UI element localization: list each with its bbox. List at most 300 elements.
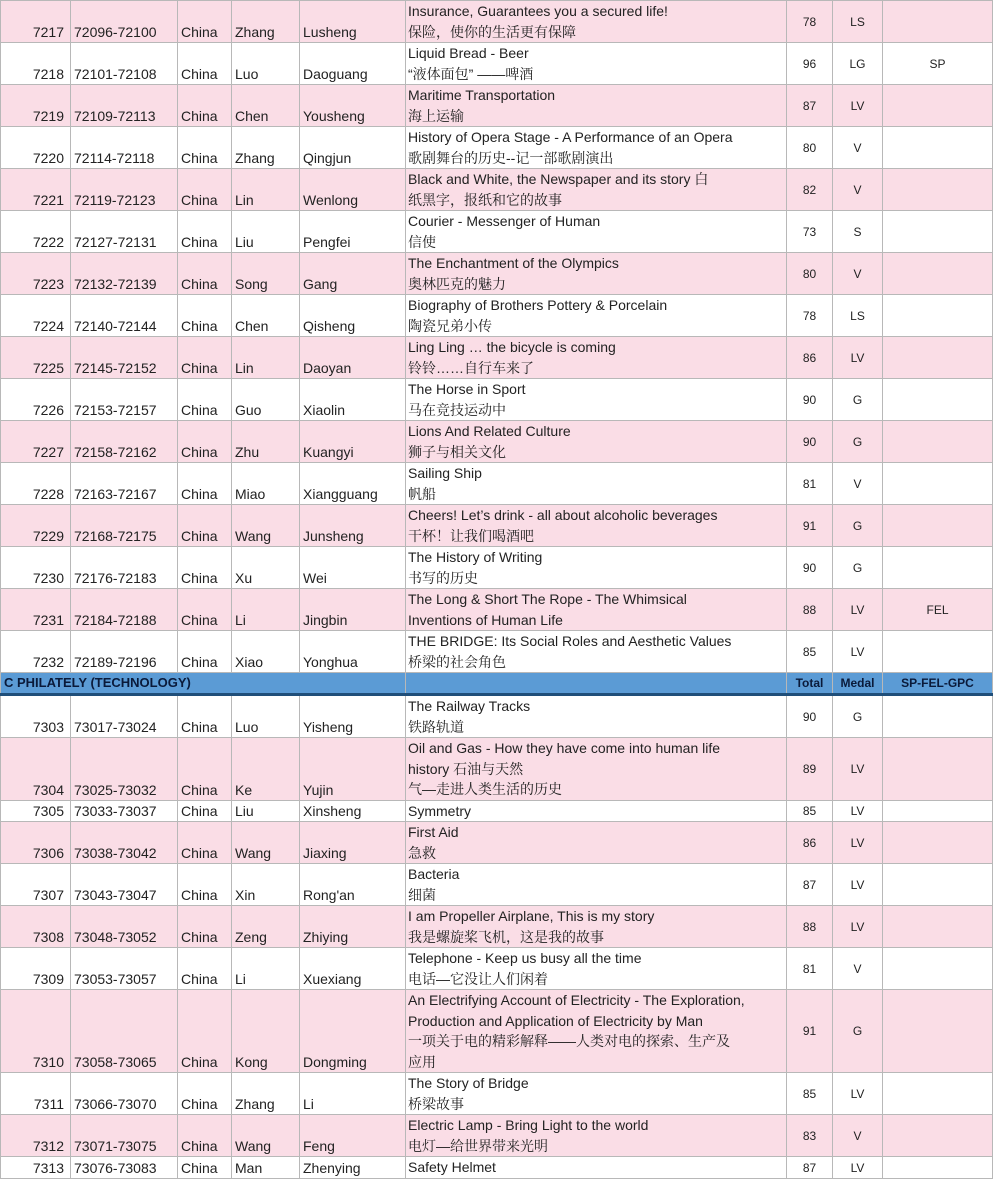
table-row [1, 169, 993, 211]
frame-range: 72101-72108 [71, 43, 178, 85]
section-title-spacer [406, 673, 787, 695]
medal-award: V [833, 463, 883, 505]
exhibitor-country: China [178, 43, 232, 85]
exhibit-title [406, 800, 787, 822]
exhibitor-surname: Wang [232, 505, 300, 547]
exhibit-number: 7223 [1, 253, 71, 295]
special-award [883, 295, 993, 337]
exhibit-title [406, 1, 787, 43]
exhibit-title-line: The Enchantment of the Olympics [408, 255, 619, 271]
medal-award: G [833, 547, 883, 589]
exhibit-number: 7231 [1, 589, 71, 631]
table-row [1, 1073, 993, 1115]
exhibit-title [406, 169, 787, 211]
special-award [883, 379, 993, 421]
exhibitor-country: China [178, 169, 232, 211]
exhibit-title [406, 1157, 787, 1179]
exhibitor-country: China [178, 1157, 232, 1179]
exhibit-title-line: 书写的历史 [408, 569, 478, 586]
score-total: 86 [787, 337, 833, 379]
special-award [883, 421, 993, 463]
exhibit-title-line: Biography of Brothers Pottery & Porcelain [408, 297, 668, 313]
exhibit-title-line: 干杯！让我们喝酒吧 [408, 527, 534, 544]
special-award [883, 864, 993, 906]
exhibitor-country: China [178, 211, 232, 253]
exhibit-number: 7309 [1, 948, 71, 990]
exhibit-title-line: Sailing Ship [408, 465, 482, 481]
table-row [1, 1157, 993, 1179]
special-award [883, 800, 993, 822]
exhibitor-given-name: Lusheng [300, 1, 406, 43]
table-row [1, 253, 993, 295]
exhibit-title-line: 海上运输 [408, 107, 464, 124]
frame-range: 72145-72152 [71, 337, 178, 379]
exhibitor-given-name: Wei [300, 547, 406, 589]
exhibit-title [406, 990, 787, 1073]
frame-range: 73053-73057 [71, 948, 178, 990]
exhibit-title [406, 85, 787, 127]
score-total: 96 [787, 43, 833, 85]
medal-award: V [833, 948, 883, 990]
table-row [1, 631, 993, 673]
exhibit-title-line: 细菌 [408, 886, 436, 903]
exhibit-title-line: Electric Lamp - Bring Light to the world [408, 1117, 649, 1133]
exhibit-title-line: Maritime Transportation [408, 87, 556, 103]
exhibit-title [406, 127, 787, 169]
exhibit-title-line: 陶瓷兄弟小传 [408, 317, 492, 334]
exhibitor-given-name: Rong'an [300, 864, 406, 906]
table-row [1, 1, 993, 43]
exhibit-title [406, 43, 787, 85]
score-total: 90 [787, 547, 833, 589]
score-total: 90 [787, 695, 833, 738]
exhibit-number: 7225 [1, 337, 71, 379]
exhibit-title-line: History of Opera Stage - A Performance of an Opera [408, 129, 733, 145]
special-award [883, 822, 993, 864]
frame-range: 72153-72157 [71, 379, 178, 421]
frame-range: 72158-72162 [71, 421, 178, 463]
special-award [883, 1157, 993, 1179]
medal-award: LV [833, 906, 883, 948]
exhibit-title-line: The Story of Bridge [408, 1075, 529, 1091]
special-award [883, 1115, 993, 1157]
special-award [883, 1, 993, 43]
score-total: 89 [787, 738, 833, 801]
exhibit-title [406, 337, 787, 379]
special-award [883, 85, 993, 127]
score-total: 86 [787, 822, 833, 864]
exhibit-number: 7230 [1, 547, 71, 589]
table-row [1, 211, 993, 253]
special-award [883, 169, 993, 211]
score-total: 80 [787, 127, 833, 169]
table-row [1, 864, 993, 906]
medal-award: G [833, 505, 883, 547]
table-row [1, 738, 993, 801]
exhibit-title-line: THE BRIDGE: Its Social Roles and Aesthetic Values [408, 633, 732, 649]
exhibitor-given-name: Zhiying [300, 906, 406, 948]
exhibit-title [406, 211, 787, 253]
score-total: 82 [787, 169, 833, 211]
medal-award: S [833, 211, 883, 253]
frame-range: 73017-73024 [71, 695, 178, 738]
exhibit-title [406, 1073, 787, 1115]
table-row [1, 990, 993, 1073]
exhibit-number: 7220 [1, 127, 71, 169]
frame-range: 73043-73047 [71, 864, 178, 906]
frame-range: 72109-72113 [71, 85, 178, 127]
exhibit-title-line: 我是螺旋桨飞机，这是我的故事 [408, 928, 604, 945]
exhibit-title-line: Symmetry [408, 802, 471, 819]
exhibit-title [406, 589, 787, 631]
exhibitor-country: China [178, 1115, 232, 1157]
exhibit-title-line: history 石油与天然 [408, 760, 524, 777]
exhibit-number: 7313 [1, 1157, 71, 1179]
exhibitor-given-name: Qisheng [300, 295, 406, 337]
exhibitor-country: China [178, 295, 232, 337]
special-award [883, 906, 993, 948]
exhibit-title-line: Courier - Messenger of Human [408, 213, 601, 229]
exhibit-number: 7219 [1, 85, 71, 127]
exhibit-title-line: “液体面包” ——啤酒 [408, 65, 534, 82]
exhibit-title [406, 864, 787, 906]
exhibitor-given-name: Jiaxing [300, 822, 406, 864]
table-row [1, 337, 993, 379]
table-row [1, 379, 993, 421]
exhibitor-given-name: Xuexiang [300, 948, 406, 990]
exhibitor-given-name: Feng [300, 1115, 406, 1157]
exhibitor-country: China [178, 463, 232, 505]
medal-award: LV [833, 738, 883, 801]
exhibit-title [406, 379, 787, 421]
medal-award: LS [833, 295, 883, 337]
exhibitor-given-name: Yousheng [300, 85, 406, 127]
medal-award: G [833, 695, 883, 738]
exhibit-title-line: Black and White, the Newspaper and its story 白 [408, 171, 709, 187]
frame-range: 72168-72175 [71, 505, 178, 547]
score-total: 88 [787, 589, 833, 631]
exhibit-title-line: 一项关于电的精彩解释——人类对电的探索、生产及 [408, 1033, 730, 1049]
special-award [883, 695, 993, 738]
exhibitor-given-name: Jingbin [300, 589, 406, 631]
exhibitor-given-name: Dongming [300, 990, 406, 1073]
medal-award: V [833, 127, 883, 169]
exhibitor-country: China [178, 695, 232, 738]
exhibitor-surname: Liu [232, 800, 300, 822]
exhibit-title [406, 253, 787, 295]
header-total: Total [787, 673, 833, 695]
exhibitor-given-name: Daoyan [300, 337, 406, 379]
exhibitor-country: China [178, 253, 232, 295]
exhibit-title-line: Liquid Bread - Beer [408, 45, 529, 61]
exhibitor-surname: Luo [232, 43, 300, 85]
exhibit-number: 7217 [1, 1, 71, 43]
table-row [1, 127, 993, 169]
exhibitor-surname: Miao [232, 463, 300, 505]
table-row [1, 85, 993, 127]
special-award [883, 1073, 993, 1115]
exhibit-title-line: 气—走进人类生活的历史 [408, 781, 562, 797]
exhibit-title-line: 电灯—给世界带来光明 [408, 1137, 548, 1154]
exhibit-title [406, 1115, 787, 1157]
table-row [1, 1115, 993, 1157]
section-title: C PHILATELY (TECHNOLOGY) [1, 673, 406, 695]
medal-award: LV [833, 800, 883, 822]
results-rows-part-2 [1, 695, 993, 1179]
medal-award: LV [833, 337, 883, 379]
score-total: 87 [787, 864, 833, 906]
score-total: 73 [787, 211, 833, 253]
exhibit-title [406, 948, 787, 990]
exhibitor-surname: Xin [232, 864, 300, 906]
exhibitor-surname: Wang [232, 822, 300, 864]
medal-award: LG [833, 43, 883, 85]
exhibitor-surname: Zhu [232, 421, 300, 463]
medal-award: LV [833, 1157, 883, 1179]
exhibit-number: 7308 [1, 906, 71, 948]
frame-range: 73048-73052 [71, 906, 178, 948]
exhibit-title [406, 822, 787, 864]
exhibit-number: 7228 [1, 463, 71, 505]
exhibit-title [406, 505, 787, 547]
exhibitor-surname: Ke [232, 738, 300, 801]
medal-award: G [833, 379, 883, 421]
table-row [1, 505, 993, 547]
exhibitor-surname: Li [232, 589, 300, 631]
exhibitor-given-name: Zhenying [300, 1157, 406, 1179]
header-award: SP-FEL-GPC [883, 673, 993, 695]
exhibitor-given-name: Qingjun [300, 127, 406, 169]
table-row [1, 822, 993, 864]
table-row [1, 421, 993, 463]
frame-range: 72127-72131 [71, 211, 178, 253]
score-total: 85 [787, 800, 833, 822]
frame-range: 73071-73075 [71, 1115, 178, 1157]
exhibitor-surname: Man [232, 1157, 300, 1179]
frame-range: 72163-72167 [71, 463, 178, 505]
exhibitor-country: China [178, 1, 232, 43]
exhibitor-given-name: Yujin [300, 738, 406, 801]
frame-range: 72132-72139 [71, 253, 178, 295]
exhibit-title [406, 463, 787, 505]
exhibit-title-line: I am Propeller Airplane, This is my story [408, 908, 655, 924]
frame-range: 72096-72100 [71, 1, 178, 43]
score-total: 78 [787, 295, 833, 337]
exhibitor-given-name: Daoguang [300, 43, 406, 85]
frame-range: 72114-72118 [71, 127, 178, 169]
exhibit-title-line: An Electrifying Account of Electricity - The Exploration, [408, 992, 745, 1008]
frame-range: 73033-73037 [71, 800, 178, 822]
exhibitor-surname: Zeng [232, 906, 300, 948]
exhibitor-country: China [178, 337, 232, 379]
exhibitor-country: China [178, 738, 232, 801]
frame-range: 73038-73042 [71, 822, 178, 864]
exhibit-title-line: 应用 [408, 1053, 436, 1070]
exhibitor-country: China [178, 421, 232, 463]
exhibit-title-line: 奥林匹克的魅力 [408, 275, 506, 292]
exhibit-title-line: 狮子与相关文化 [408, 443, 506, 460]
exhibitor-country: China [178, 800, 232, 822]
exhibit-title-line: 歌剧舞台的历史--记一部歌剧演出 [408, 149, 614, 166]
frame-range: 73058-73065 [71, 990, 178, 1073]
exhibitor-country: China [178, 822, 232, 864]
score-total: 78 [787, 1, 833, 43]
exhibit-title-line: 马在竞技运动中 [408, 401, 506, 418]
exhibit-title-line: Bacteria [408, 866, 460, 882]
medal-award: LS [833, 1, 883, 43]
special-award [883, 631, 993, 673]
exhibit-number: 7218 [1, 43, 71, 85]
exhibitor-country: China [178, 948, 232, 990]
frame-range: 73076-73083 [71, 1157, 178, 1179]
exhibit-title-line: Production and Application of Electricity by Man [408, 1012, 703, 1029]
exhibit-number: 7310 [1, 990, 71, 1073]
header-medal: Medal [833, 673, 883, 695]
exhibit-title [406, 906, 787, 948]
special-award: SP [883, 43, 993, 85]
exhibit-title-line: Cheers! Let’s drink - all about alcoholic beverages [408, 507, 718, 523]
frame-range: 72184-72188 [71, 589, 178, 631]
score-total: 87 [787, 85, 833, 127]
exhibit-title-line: 桥梁故事 [408, 1095, 464, 1112]
exhibit-number: 7222 [1, 211, 71, 253]
table-row [1, 948, 993, 990]
exhibit-number: 7227 [1, 421, 71, 463]
medal-award: V [833, 253, 883, 295]
exhibit-title [406, 738, 787, 801]
exhibit-title-line: Inventions of Human Life [408, 611, 563, 628]
exhibitor-surname: Liu [232, 211, 300, 253]
medal-award: G [833, 421, 883, 463]
section-header [1, 673, 993, 695]
medal-award: LV [833, 822, 883, 864]
exhibitor-country: China [178, 589, 232, 631]
frame-range: 73066-73070 [71, 1073, 178, 1115]
score-total: 81 [787, 463, 833, 505]
table-row [1, 547, 993, 589]
exhibitor-surname: Kong [232, 990, 300, 1073]
special-award [883, 337, 993, 379]
table-row [1, 695, 993, 738]
score-total: 91 [787, 505, 833, 547]
exhibitor-given-name: Pengfei [300, 211, 406, 253]
table-row [1, 43, 993, 85]
exhibit-title-line: 铁路轨道 [408, 718, 464, 735]
exhibitor-given-name: Gang [300, 253, 406, 295]
score-total: 81 [787, 948, 833, 990]
exhibit-title-line: Lions And Related Culture [408, 423, 571, 439]
exhibitor-surname: Luo [232, 695, 300, 738]
exhibitor-given-name: Kuangyi [300, 421, 406, 463]
special-award [883, 505, 993, 547]
table-row [1, 295, 993, 337]
exhibit-number: 7226 [1, 379, 71, 421]
exhibitor-surname: Li [232, 948, 300, 990]
exhibit-title [406, 295, 787, 337]
frame-range: 72119-72123 [71, 169, 178, 211]
exhibit-title [406, 421, 787, 463]
special-award [883, 211, 993, 253]
medal-award: V [833, 1115, 883, 1157]
exhibitor-surname: Lin [232, 337, 300, 379]
exhibitor-country: China [178, 379, 232, 421]
section-header-row [1, 673, 993, 695]
frame-range: 72189-72196 [71, 631, 178, 673]
score-total: 83 [787, 1115, 833, 1157]
special-award: FEL [883, 589, 993, 631]
exhibit-number: 7311 [1, 1073, 71, 1115]
exhibit-title-line: The Horse in Sport [408, 381, 526, 397]
exhibitor-given-name: Junsheng [300, 505, 406, 547]
exhibit-number: 7312 [1, 1115, 71, 1157]
exhibit-number: 7232 [1, 631, 71, 673]
special-award [883, 253, 993, 295]
exhibit-title-line: Telephone - Keep us busy all the time [408, 950, 642, 966]
results-rows-part-1 [1, 1, 993, 673]
exhibit-number: 7221 [1, 169, 71, 211]
exhibit-title-line: 桥梁的社会角色 [408, 653, 506, 670]
exhibit-number: 7305 [1, 800, 71, 822]
medal-award: G [833, 990, 883, 1073]
exhibit-number: 7304 [1, 738, 71, 801]
table-row [1, 463, 993, 505]
exhibitor-country: China [178, 1073, 232, 1115]
score-total: 91 [787, 990, 833, 1073]
table-row [1, 589, 993, 631]
exhibit-number: 7303 [1, 695, 71, 738]
exhibit-title-line: 铃铃……自行车来了 [408, 359, 534, 376]
exhibitor-country: China [178, 505, 232, 547]
exhibit-title-line: Safety Helmet [408, 1159, 496, 1175]
exhibitor-given-name: Wenlong [300, 169, 406, 211]
special-award [883, 990, 993, 1073]
exhibitor-country: China [178, 631, 232, 673]
frame-range: 72176-72183 [71, 547, 178, 589]
table-row [1, 906, 993, 948]
exhibitor-surname: Xu [232, 547, 300, 589]
score-total: 90 [787, 421, 833, 463]
exhibitor-surname: Zhang [232, 1073, 300, 1115]
exhibit-number: 7307 [1, 864, 71, 906]
exhibitor-country: China [178, 990, 232, 1073]
special-award [883, 127, 993, 169]
medal-award: LV [833, 589, 883, 631]
exhibit-title-line: The History of Writing [408, 549, 543, 565]
special-award [883, 547, 993, 589]
score-total: 80 [787, 253, 833, 295]
exhibit-title-line: 纸黑字，报纸和它的故事 [408, 191, 562, 208]
exhibit-title-line: 帆船 [408, 485, 436, 502]
exhibit-title-line: Oil and Gas - How they have come into human life [408, 740, 721, 756]
medal-award: V [833, 169, 883, 211]
medal-award: LV [833, 864, 883, 906]
special-award [883, 948, 993, 990]
exhibitor-surname: Song [232, 253, 300, 295]
medal-award: LV [833, 631, 883, 673]
score-total: 90 [787, 379, 833, 421]
exhibitor-surname: Chen [232, 85, 300, 127]
exhibit-number: 7229 [1, 505, 71, 547]
exhibitor-given-name: Li [300, 1073, 406, 1115]
medal-award: LV [833, 1073, 883, 1115]
table-row [1, 800, 993, 822]
exhibit-title-line: 保险，使你的生活更有保障 [408, 23, 576, 40]
exhibit-number: 7224 [1, 295, 71, 337]
medal-award: LV [833, 85, 883, 127]
exhibit-title [406, 631, 787, 673]
exhibitor-country: China [178, 864, 232, 906]
exhibitor-surname: Guo [232, 379, 300, 421]
